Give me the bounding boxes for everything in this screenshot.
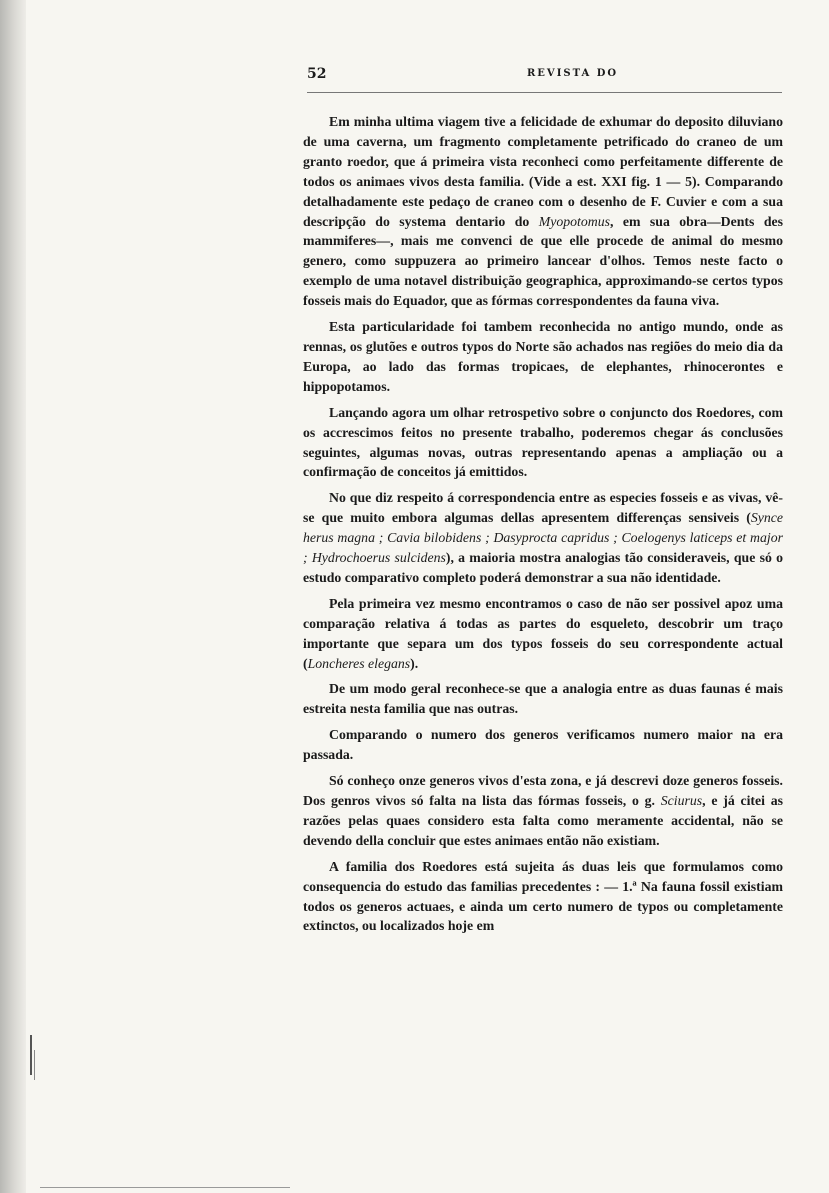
paragraph xyxy=(303,594,783,674)
paragraph-text: ). xyxy=(410,655,419,671)
paragraph-text: No que diz respeito á correspondencia entre as especies fosseis e as vivas, vê-se que muito embora algumas dellas apresentem differenças sensiveis ( xyxy=(303,490,783,526)
paragraph-text: Só conheço onze generos vivos d'esta zona, e já descrevi doze generos fosseis. Dos genros vivos só falta na lista das fórmas fosseis, o g. xyxy=(303,773,783,808)
paragraph xyxy=(303,679,783,719)
page-number: 52 xyxy=(307,66,327,82)
paragraph-text: A familia dos Roedores está sujeita ás duas leis que formulamos como consequencia do estudo das familias precedentes : — 1.ª Na fauna fossil existiam todos os generos actuaes, e ainda um certo numero de typos ou completamente extinctos, ou localizados hoje em xyxy=(303,858,783,934)
paragraph xyxy=(303,771,783,851)
italic-genus-name: Myopotomus xyxy=(538,213,610,229)
paragraph-text: , e já citei as razões pelas quaes considero esta falta como meramente accidental, não se devendo della concluir que estes animaes então não existiam. xyxy=(303,793,784,848)
paragraph-text: Em minha ultima viagem tive a felicidade de exhumar do deposito diluviano de uma caverna, um fragmento completamente petrificado do craneo de um granto roedor, que á primeira vista reconheci como perfeitamente differente de todos os animaes vivos desta familia. (Vide a est. XXI fig. 1 — 5). Comparando detalhadamente este pedaço de craneo com o desenho de F. Cuvier e com a sua descripção do systema dentario do xyxy=(303,114,783,229)
bottom-edge-line xyxy=(40,1187,290,1188)
running-head: REVISTA DO xyxy=(527,68,619,79)
paragraph-text: Esta particularidade foi tambem reconhecida no antigo mundo, onde as rennas, os glutões e outros typos do Norte são achados nas regiões do meio dia da Europa, ao lado das formas tropicaes, de elephantes, rhinocerontes e hippopotamos. xyxy=(303,319,783,394)
paragraph xyxy=(303,488,783,588)
paragraph-text: Lançando agora um olhar retrospetivo sobre o conjuncto dos Roedores, com os accrescimos feitos no presente trabalho, poderemos chegar ás conclusões seguintes, algumas novas, outras representando apenas a ampliação ou a confirmação de conceitos já emittidos. xyxy=(303,404,783,480)
paragraph-text: ), a maioria mostra analogias tão consideraveis, que só o estudo comparativo completo poderá demonstrar a sua não identidade. xyxy=(303,550,783,585)
italic-species-list: Synce herus magna ; Cavia bilobidens ; Dasyprocta capridus ; Coelogenys laticeps et major ; Hydrochoerus sulcidens xyxy=(303,510,783,566)
article-body xyxy=(303,112,783,942)
book-spine-shadow xyxy=(0,0,26,1193)
italic-species-name: Loncheres elegans xyxy=(307,655,411,671)
paragraph xyxy=(303,403,783,483)
paragraph xyxy=(303,112,783,311)
paragraph-text: Pela primeira vez mesmo encontramos o caso de não ser possivel apoz uma comparação relativa á todas as partes do esqueleto, descobrir um traço importante que separa um dos typos fosseis do seu correspondente actual ( xyxy=(303,595,783,671)
paragraph xyxy=(303,725,783,765)
paragraph xyxy=(303,857,783,937)
paragraph-text: De um modo geral reconhece-se que a analogia entre as duas faunas é mais estreita nesta familia que nas outras. xyxy=(303,681,783,717)
gutter-mark xyxy=(30,1035,32,1075)
header-rule xyxy=(307,92,782,93)
italic-genus-name: Sciurus xyxy=(660,793,703,808)
paragraph-text: Comparando o numero dos generos verificamos numero maior na era passada. xyxy=(303,727,783,763)
paragraph xyxy=(303,317,783,397)
page-header xyxy=(307,66,782,86)
paragraph-text: , em sua obra—Dents des mammiferes—, mais me convenci de que elle procede de animal do mesmo genero, como suppuzera ao primeiro lancear d'olhos. Temos neste facto o exemplo de uma notavel distribuição geographica, approximando-se certos typos fosseis mais do Equador, que as fórmas correspondentes da fauna viva. xyxy=(303,213,783,309)
gutter-mark xyxy=(34,1050,35,1080)
